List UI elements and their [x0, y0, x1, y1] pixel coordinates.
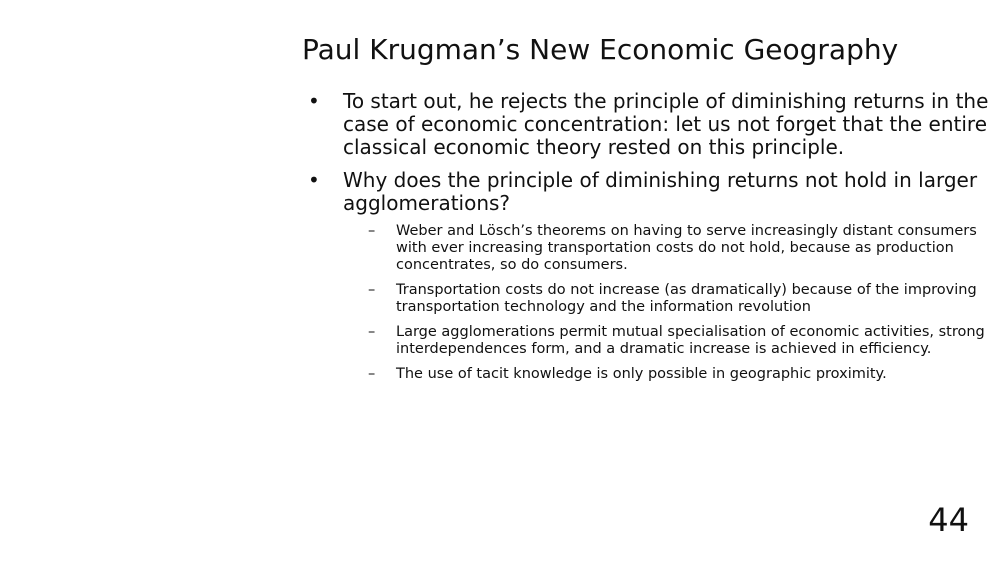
- sub-bullet-item: [343, 324, 993, 358]
- sub-bullet-text: Weber and Lösch’s theorems on having to serve increasingly distant consumers with ever increasing transportation costs do not hold, because as production concentrates, so do consumers.: [396, 223, 977, 273]
- sub-bullet-item: [343, 282, 993, 316]
- page-number: 44: [928, 501, 969, 539]
- sub-bullet-list: [343, 223, 993, 383]
- sub-bullet-item: [343, 223, 993, 274]
- sub-bullet-marker: –: [368, 282, 376, 298]
- sub-bullet-marker: –: [368, 223, 376, 239]
- sub-bullet-text: Transportation costs do not increase (as dramatically) because of the improving transportation technology and the information revolution: [396, 282, 977, 315]
- bullet-list: [303, 90, 993, 393]
- bullet-marker: •: [308, 89, 320, 113]
- bullet-text: To start out, he rejects the principle of diminishing returns in the case of economic concentration: let us not forget that the entire classical economic theory rested on this principle.: [343, 89, 989, 159]
- bullet-text: Why does the principle of diminishing returns not hold in larger agglomerations?: [343, 168, 978, 215]
- sub-bullet-marker: –: [368, 324, 376, 340]
- bullet-item: [303, 169, 993, 383]
- sub-bullet-item: [343, 366, 993, 383]
- bullet-item: [303, 90, 993, 159]
- bullet-marker: •: [308, 168, 320, 192]
- sub-bullet-text: Large agglomerations permit mutual specialisation of economic activities, strong interdependences form, and a dramatic increase is achieved in efficiency.: [396, 324, 985, 357]
- slide-title: Paul Krugman’s New Economic Geography: [302, 33, 899, 66]
- sub-bullet-text: The use of tacit knowledge is only possible in geographic proximity.: [396, 366, 887, 382]
- sub-bullet-marker: –: [368, 366, 376, 382]
